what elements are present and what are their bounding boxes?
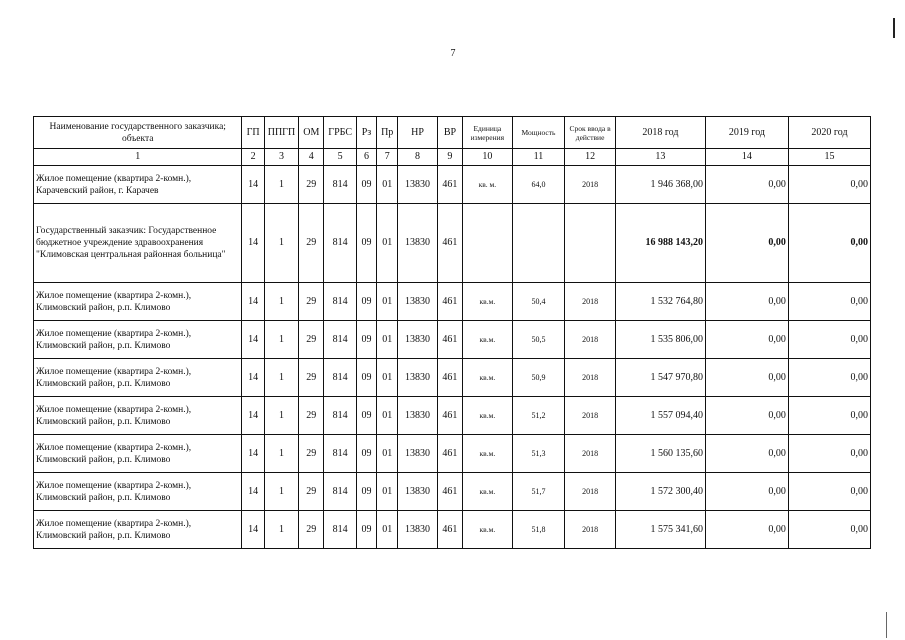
object-name: Жилое помещение (квартира 2-комн.), Климовский район, р.п. Климово	[34, 283, 242, 321]
table-row	[34, 397, 871, 435]
column-number: 15	[788, 149, 870, 166]
cell-ppgp: 1	[264, 321, 298, 359]
customer-name: Государственный заказчик: Государственное бюджетное учреждение здравоохранения "Климовская центральная районная больница"	[34, 204, 242, 283]
cell-vr: 461	[437, 204, 462, 283]
cell-pr: 01	[377, 473, 398, 511]
cell-pr: 01	[377, 204, 398, 283]
table-row-customer	[34, 204, 871, 283]
cell-unit: кв.м.	[463, 321, 513, 359]
cell-vr: 461	[437, 397, 462, 435]
cell-rz: 09	[356, 321, 376, 359]
cell-year	[565, 204, 616, 283]
cell-rz: 09	[356, 204, 376, 283]
cell-unit: кв.м.	[463, 511, 513, 549]
cell-2019: 0,00	[705, 283, 788, 321]
cell-gp: 14	[242, 359, 264, 397]
cell-2019: 0,00	[705, 166, 788, 204]
cell-2018: 1 557 094,40	[615, 397, 705, 435]
header-power: Мощность	[512, 117, 565, 149]
table-row	[34, 283, 871, 321]
cell-unit: кв.м.	[463, 435, 513, 473]
object-name: Жилое помещение (квартира 2-комн.), Климовский район, р.п. Климово	[34, 359, 242, 397]
cell-vr: 461	[437, 359, 462, 397]
column-number: 1	[34, 149, 242, 166]
cell-ppgp: 1	[264, 204, 298, 283]
column-number: 6	[356, 149, 376, 166]
cell-ppgp: 1	[264, 359, 298, 397]
cell-2020: 0,00	[788, 321, 870, 359]
cell-om: 29	[299, 321, 324, 359]
column-number: 13	[615, 149, 705, 166]
cell-om: 29	[299, 204, 324, 283]
cell-2018-total: 16 988 143,20	[615, 204, 705, 283]
cell-2018: 1 535 806,00	[615, 321, 705, 359]
cell-year: 2018	[565, 435, 616, 473]
cell-year: 2018	[565, 473, 616, 511]
header-unit: Единица измерения	[463, 117, 513, 149]
cell-2019-total: 0,00	[705, 204, 788, 283]
cell-vr: 461	[437, 435, 462, 473]
cell-rz: 09	[356, 435, 376, 473]
cell-rz: 09	[356, 166, 376, 204]
cell-ppgp: 1	[264, 166, 298, 204]
cell-2020: 0,00	[788, 166, 870, 204]
cell-power: 51,3	[512, 435, 565, 473]
cell-2019: 0,00	[705, 473, 788, 511]
cell-power: 64,0	[512, 166, 565, 204]
cell-year: 2018	[565, 511, 616, 549]
cell-2020-total: 0,00	[788, 204, 870, 283]
cell-power: 51,8	[512, 511, 565, 549]
cell-2018: 1 575 341,60	[615, 511, 705, 549]
column-number: 14	[705, 149, 788, 166]
header-name: Наименование государственного заказчика; объекта	[34, 117, 242, 149]
cell-2018: 1 946 368,00	[615, 166, 705, 204]
cell-nr: 13830	[398, 511, 437, 549]
cell-power: 51,2	[512, 397, 565, 435]
cell-year: 2018	[565, 166, 616, 204]
column-number-row	[34, 149, 871, 166]
cell-vr: 461	[437, 166, 462, 204]
table-row	[34, 435, 871, 473]
object-name: Жилое помещение (квартира 2-комн.), Климовский район, р.п. Климово	[34, 397, 242, 435]
cell-2020: 0,00	[788, 283, 870, 321]
cell-om: 29	[299, 511, 324, 549]
cell-vr: 461	[437, 283, 462, 321]
header-2018: 2018 год	[615, 117, 705, 149]
column-number: 9	[437, 149, 462, 166]
cell-grbs: 814	[324, 473, 356, 511]
cell-power: 50,5	[512, 321, 565, 359]
cell-rz: 09	[356, 359, 376, 397]
table-row	[34, 511, 871, 549]
cell-2020: 0,00	[788, 397, 870, 435]
header-pr: Пр	[377, 117, 398, 149]
header-term: Срок ввода в действие	[565, 117, 616, 149]
cell-year: 2018	[565, 283, 616, 321]
cell-unit: кв.м.	[463, 473, 513, 511]
cell-unit	[463, 204, 513, 283]
cell-unit: кв.м.	[463, 283, 513, 321]
cell-pr: 01	[377, 283, 398, 321]
investment-table	[33, 116, 871, 549]
object-name: Жилое помещение (квартира 2-комн.), Климовский район, р.п. Климово	[34, 473, 242, 511]
cell-pr: 01	[377, 435, 398, 473]
cell-ppgp: 1	[264, 283, 298, 321]
cell-grbs: 814	[324, 321, 356, 359]
cell-vr: 461	[437, 321, 462, 359]
cell-pr: 01	[377, 321, 398, 359]
object-name: Жилое помещение (квартира 2-комн.), Карачевский район, г. Карачев	[34, 166, 242, 204]
table-row	[34, 359, 871, 397]
cell-2018: 1 572 300,40	[615, 473, 705, 511]
cell-year: 2018	[565, 397, 616, 435]
cell-nr: 13830	[398, 166, 437, 204]
cell-grbs: 814	[324, 397, 356, 435]
header-row	[34, 117, 871, 149]
cell-gp: 14	[242, 321, 264, 359]
object-name: Жилое помещение (квартира 2-комн.), Климовский район, р.п. Климово	[34, 321, 242, 359]
cell-power: 50,4	[512, 283, 565, 321]
cell-power: 50,9	[512, 359, 565, 397]
cell-ppgp: 1	[264, 435, 298, 473]
cell-year: 2018	[565, 359, 616, 397]
cell-om: 29	[299, 473, 324, 511]
cell-om: 29	[299, 166, 324, 204]
cell-om: 29	[299, 359, 324, 397]
table-row	[34, 321, 871, 359]
cell-gp: 14	[242, 397, 264, 435]
cell-gp: 14	[242, 283, 264, 321]
cell-nr: 13830	[398, 473, 437, 511]
cell-gp: 14	[242, 511, 264, 549]
cell-unit: кв. м.	[463, 166, 513, 204]
cell-om: 29	[299, 283, 324, 321]
cell-gp: 14	[242, 166, 264, 204]
cell-unit: кв.м.	[463, 359, 513, 397]
cell-2019: 0,00	[705, 321, 788, 359]
header-2020: 2020 год	[788, 117, 870, 149]
cell-grbs: 814	[324, 283, 356, 321]
cell-vr: 461	[437, 511, 462, 549]
column-number: 10	[463, 149, 513, 166]
table-row	[34, 473, 871, 511]
header-2019: 2019 год	[705, 117, 788, 149]
cell-om: 29	[299, 435, 324, 473]
cell-2020: 0,00	[788, 359, 870, 397]
cell-2019: 0,00	[705, 397, 788, 435]
cell-2020: 0,00	[788, 435, 870, 473]
cell-pr: 01	[377, 511, 398, 549]
column-number: 7	[377, 149, 398, 166]
cell-gp: 14	[242, 473, 264, 511]
header-rz: Рз	[356, 117, 376, 149]
cell-ppgp: 1	[264, 511, 298, 549]
cell-rz: 09	[356, 473, 376, 511]
column-number: 5	[324, 149, 356, 166]
cell-grbs: 814	[324, 359, 356, 397]
cell-nr: 13830	[398, 435, 437, 473]
cell-vr: 461	[437, 473, 462, 511]
object-name: Жилое помещение (квартира 2-комн.), Климовский район, р.п. Климово	[34, 511, 242, 549]
scan-edge-mark	[893, 18, 895, 38]
column-number: 2	[242, 149, 264, 166]
cell-nr: 13830	[398, 283, 437, 321]
cell-unit: кв.м.	[463, 397, 513, 435]
column-number: 4	[299, 149, 324, 166]
header-vr: ВР	[437, 117, 462, 149]
cell-2018: 1 547 970,80	[615, 359, 705, 397]
cell-rz: 09	[356, 283, 376, 321]
cell-ppgp: 1	[264, 397, 298, 435]
cell-nr: 13830	[398, 204, 437, 283]
cell-year: 2018	[565, 321, 616, 359]
cell-2018: 1 532 764,80	[615, 283, 705, 321]
cell-power: 51,7	[512, 473, 565, 511]
cell-ppgp: 1	[264, 473, 298, 511]
column-number: 11	[512, 149, 565, 166]
cell-2018: 1 560 135,60	[615, 435, 705, 473]
cell-grbs: 814	[324, 166, 356, 204]
header-ppgp: ППГП	[264, 117, 298, 149]
cell-grbs: 814	[324, 511, 356, 549]
cell-pr: 01	[377, 359, 398, 397]
cell-nr: 13830	[398, 321, 437, 359]
cell-2020: 0,00	[788, 511, 870, 549]
cell-rz: 09	[356, 397, 376, 435]
cell-grbs: 814	[324, 204, 356, 283]
cell-pr: 01	[377, 166, 398, 204]
cell-nr: 13830	[398, 397, 437, 435]
cell-2020: 0,00	[788, 473, 870, 511]
header-nr: НР	[398, 117, 437, 149]
column-number: 12	[565, 149, 616, 166]
column-number: 8	[398, 149, 437, 166]
cell-grbs: 814	[324, 435, 356, 473]
page-number: 7	[450, 48, 456, 59]
cell-2019: 0,00	[705, 359, 788, 397]
cell-nr: 13830	[398, 359, 437, 397]
cell-om: 29	[299, 397, 324, 435]
cell-2019: 0,00	[705, 435, 788, 473]
cell-power	[512, 204, 565, 283]
cell-rz: 09	[356, 511, 376, 549]
cell-gp: 14	[242, 435, 264, 473]
cell-pr: 01	[377, 397, 398, 435]
object-name: Жилое помещение (квартира 2-комн.), Климовский район, р.п. Климово	[34, 435, 242, 473]
header-grbs: ГРБС	[324, 117, 356, 149]
cell-2019: 0,00	[705, 511, 788, 549]
header-gp: ГП	[242, 117, 264, 149]
cell-gp: 14	[242, 204, 264, 283]
table-row	[34, 166, 871, 204]
column-number: 3	[264, 149, 298, 166]
scan-edge-mark-bottom	[886, 612, 887, 638]
header-om: ОМ	[299, 117, 324, 149]
